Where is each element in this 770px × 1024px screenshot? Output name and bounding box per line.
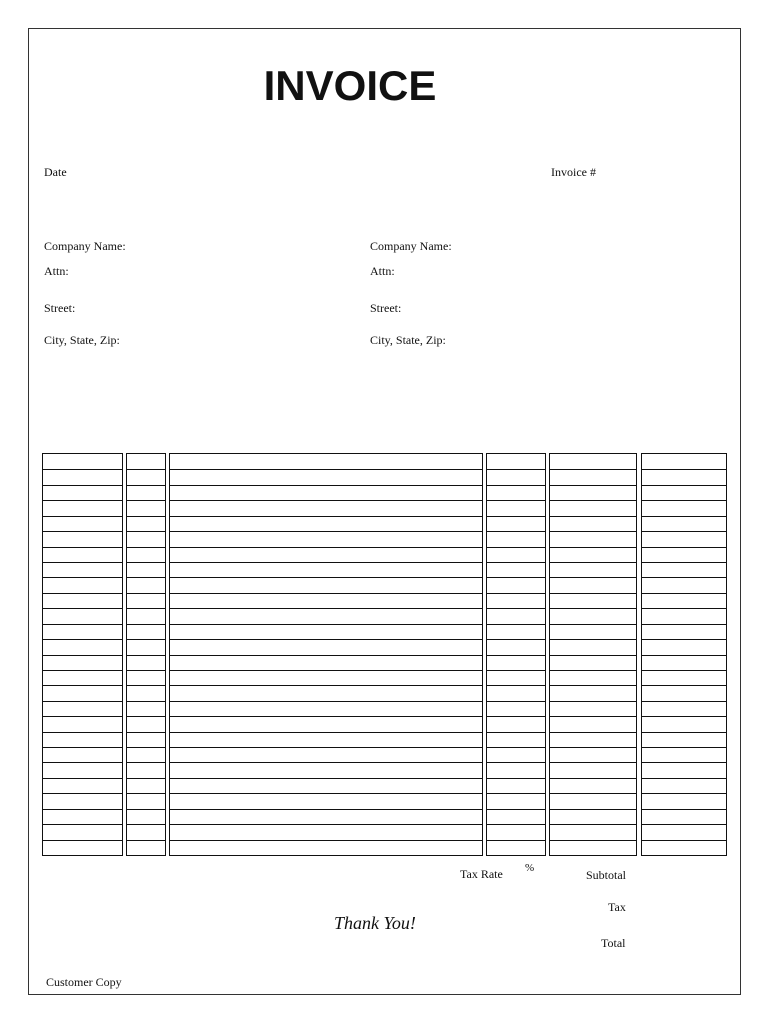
table-row-divider [170, 639, 482, 640]
table-column [126, 453, 166, 856]
table-row-divider [642, 593, 726, 594]
table-row-divider [550, 547, 636, 548]
table-row-divider [127, 685, 165, 686]
table-row-divider [487, 762, 545, 763]
invoice-title: INVOICE [263, 62, 437, 109]
table-row-divider [43, 500, 122, 501]
table-row-divider [487, 547, 545, 548]
table-row-divider [43, 516, 122, 517]
table-row-divider [550, 701, 636, 702]
table-row-divider [642, 485, 726, 486]
table-row-divider [550, 608, 636, 609]
table-row-divider [642, 469, 726, 470]
table-row-divider [550, 732, 636, 733]
table-row-divider [170, 577, 482, 578]
table-row-divider [170, 793, 482, 794]
table-row-divider [170, 824, 482, 825]
table-row-divider [487, 593, 545, 594]
table-row-divider [170, 762, 482, 763]
table-row-divider [43, 655, 122, 656]
table-row-divider [127, 577, 165, 578]
table-row-divider [487, 577, 545, 578]
table-row-divider [43, 547, 122, 548]
table-column [549, 453, 637, 856]
table-row-divider [550, 809, 636, 810]
table-row-divider [487, 469, 545, 470]
table-row-divider [550, 778, 636, 779]
table-row-divider [127, 485, 165, 486]
table-row-divider [642, 716, 726, 717]
table-row-divider [487, 685, 545, 686]
table-row-divider [642, 577, 726, 578]
table-row-divider [127, 840, 165, 841]
table-row-divider [127, 655, 165, 656]
table-row-divider [43, 747, 122, 748]
table-row-divider [487, 562, 545, 563]
table-row-divider [170, 701, 482, 702]
table-row-divider [487, 516, 545, 517]
table-row-divider [127, 608, 165, 609]
table-row-divider [127, 639, 165, 640]
table-row-divider [487, 716, 545, 717]
table-row-divider [550, 639, 636, 640]
table-row-divider [127, 593, 165, 594]
table-row-divider [642, 747, 726, 748]
total-label: Total [601, 936, 626, 950]
table-row-divider [127, 762, 165, 763]
table-row-divider [43, 593, 122, 594]
table-row-divider [170, 500, 482, 501]
table-row-divider [550, 562, 636, 563]
table-row-divider [127, 500, 165, 501]
table-row-divider [170, 670, 482, 671]
table-row-divider [170, 593, 482, 594]
from-company-label: Company Name: [44, 239, 126, 253]
table-row-divider [127, 747, 165, 748]
table-row-divider [550, 531, 636, 532]
thank-you-message: Thank You! [334, 913, 416, 933]
table-row-divider [550, 824, 636, 825]
table-row-divider [487, 732, 545, 733]
table-row-divider [550, 793, 636, 794]
table-row-divider [43, 732, 122, 733]
table-row-divider [170, 655, 482, 656]
table-row-divider [43, 778, 122, 779]
table-row-divider [642, 655, 726, 656]
tax-rate-label: Tax Rate [460, 867, 503, 881]
table-row-divider [43, 608, 122, 609]
date-label: Date [44, 165, 67, 179]
table-row-divider [127, 809, 165, 810]
table-row-divider [642, 639, 726, 640]
from-street-label: Street: [44, 301, 76, 315]
table-row-divider [43, 670, 122, 671]
table-row-divider [550, 500, 636, 501]
table-row-divider [642, 778, 726, 779]
table-row-divider [550, 670, 636, 671]
table-row-divider [550, 762, 636, 763]
table-row-divider [43, 639, 122, 640]
table-row-divider [170, 485, 482, 486]
table-row-divider [550, 516, 636, 517]
table-row-divider [642, 608, 726, 609]
table-row-divider [642, 531, 726, 532]
table-row-divider [642, 670, 726, 671]
table-row-divider [127, 531, 165, 532]
table-row-divider [487, 824, 545, 825]
table-row-divider [550, 593, 636, 594]
table-row-divider [170, 716, 482, 717]
table-row-divider [43, 624, 122, 625]
table-column [42, 453, 123, 856]
table-row-divider [170, 624, 482, 625]
table-row-divider [487, 500, 545, 501]
table-row-divider [642, 624, 726, 625]
subtotal-label: Subtotal [586, 868, 627, 882]
table-row-divider [487, 485, 545, 486]
table-row-divider [550, 716, 636, 717]
table-row-divider [170, 809, 482, 810]
table-row-divider [43, 577, 122, 578]
table-row-divider [550, 747, 636, 748]
table-column [641, 453, 727, 856]
table-row-divider [43, 824, 122, 825]
table-row-divider [487, 624, 545, 625]
percent-symbol: % [525, 862, 535, 874]
table-row-divider [550, 577, 636, 578]
table-row-divider [487, 608, 545, 609]
table-row-divider [127, 516, 165, 517]
table-row-divider [487, 778, 545, 779]
table-row-divider [550, 485, 636, 486]
table-row-divider [642, 809, 726, 810]
table-row-divider [642, 732, 726, 733]
table-row-divider [127, 562, 165, 563]
table-row-divider [487, 701, 545, 702]
table-row-divider [642, 701, 726, 702]
tax-label: Tax [608, 900, 626, 914]
from-attn-label: Attn: [44, 264, 69, 278]
table-row-divider [127, 547, 165, 548]
table-row-divider [127, 701, 165, 702]
table-row-divider [43, 701, 122, 702]
to-attn-label: Attn: [370, 264, 395, 278]
table-row-divider [487, 747, 545, 748]
table-row-divider [43, 485, 122, 486]
to-city-label: City, State, Zip: [370, 333, 446, 347]
table-row-divider [642, 562, 726, 563]
table-row-divider [550, 840, 636, 841]
table-row-divider [487, 670, 545, 671]
table-row-divider [127, 732, 165, 733]
table-row-divider [127, 469, 165, 470]
table-row-divider [170, 608, 482, 609]
table-row-divider [642, 840, 726, 841]
table-row-divider [170, 840, 482, 841]
table-row-divider [43, 531, 122, 532]
table-row-divider [127, 778, 165, 779]
table-column [169, 453, 483, 856]
table-row-divider [170, 732, 482, 733]
table-row-divider [487, 531, 545, 532]
table-row-divider [550, 469, 636, 470]
table-row-divider [642, 516, 726, 517]
table-row-divider [43, 793, 122, 794]
table-row-divider [487, 809, 545, 810]
table-row-divider [487, 840, 545, 841]
to-street-label: Street: [370, 301, 402, 315]
table-row-divider [43, 716, 122, 717]
table-row-divider [170, 685, 482, 686]
table-row-divider [170, 747, 482, 748]
table-row-divider [170, 516, 482, 517]
table-row-divider [170, 778, 482, 779]
from-city-label: City, State, Zip: [44, 333, 120, 347]
customer-copy-label: Customer Copy [46, 975, 122, 989]
table-row-divider [170, 562, 482, 563]
table-row-divider [170, 469, 482, 470]
table-row-divider [127, 624, 165, 625]
table-row-divider [127, 824, 165, 825]
to-company-label: Company Name: [370, 239, 452, 253]
table-row-divider [170, 531, 482, 532]
table-row-divider [642, 547, 726, 548]
table-row-divider [642, 824, 726, 825]
table-row-divider [487, 639, 545, 640]
table-row-divider [550, 655, 636, 656]
table-row-divider [642, 500, 726, 501]
table-row-divider [43, 809, 122, 810]
table-row-divider [43, 840, 122, 841]
invoice-number-label: Invoice # [551, 165, 596, 179]
table-row-divider [43, 685, 122, 686]
table-row-divider [170, 547, 482, 548]
table-row-divider [43, 469, 122, 470]
table-row-divider [43, 762, 122, 763]
table-row-divider [550, 624, 636, 625]
table-column [486, 453, 546, 856]
table-row-divider [127, 716, 165, 717]
table-row-divider [642, 793, 726, 794]
table-row-divider [43, 562, 122, 563]
table-row-divider [487, 793, 545, 794]
table-row-divider [127, 793, 165, 794]
table-row-divider [642, 762, 726, 763]
table-row-divider [487, 655, 545, 656]
table-row-divider [642, 685, 726, 686]
table-row-divider [550, 685, 636, 686]
table-row-divider [127, 670, 165, 671]
